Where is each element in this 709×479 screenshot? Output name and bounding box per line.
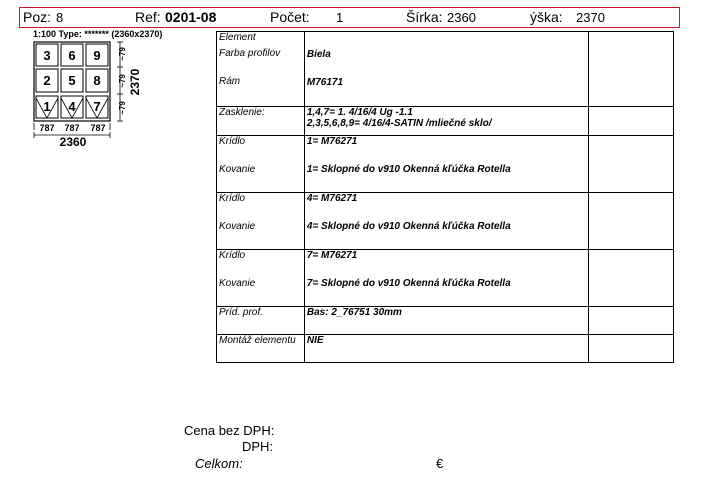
montaz-value: NIE [304,335,589,363]
window-drawing [30,38,145,150]
bottom-dim: 787 [90,123,106,133]
sash-labels [217,136,305,193]
cell-number: 6 [68,48,76,63]
kridlo-value: 1= M76271 [306,136,358,147]
element-label: Element [219,32,256,43]
cell-number: 9 [93,48,101,63]
side-dim: ~79 [118,74,127,88]
empty-cell [589,307,674,335]
sash-values [304,193,589,250]
kovanie-label: Kovanie [219,164,256,175]
cell-number: 5 [68,73,76,88]
kovanie-value: 7= Sklopné do v910 Okenná kľúčka Rotella [306,278,511,289]
kovanie-label: Kovanie [219,221,256,232]
ref-label: Ref: [135,9,161,25]
cell-number: 3 [43,48,51,63]
ref-value: 0201-08 [165,9,217,25]
sash-labels [217,250,305,307]
farba-value: Biela [306,49,331,60]
table-row [217,136,674,193]
sirka-label: Šírka: [406,9,443,25]
bottom-dim: 787 [64,123,80,133]
zasklenie-values [304,107,589,136]
kridlo-label: Krídlo [219,136,246,147]
zasklenie-line2: 2,3,5,6,8,9= 4/16/4-SATIN /mliečné sklo/ [306,118,492,129]
cell-number: 7 [93,99,101,114]
kovanie-value: 1= Sklopné do v910 Okenná kľúčka Rotella [306,164,511,175]
table-row [217,32,674,107]
kridlo-value: 7= M76271 [306,250,358,261]
vyska-value: 2370 [576,10,605,25]
table-row [217,193,674,250]
montaz-label: Montáž elementu [217,335,305,363]
empty-cell [589,250,674,307]
table-row [217,250,674,307]
currency-symbol: € [436,456,444,471]
empty-cell [589,107,674,136]
sash-labels [217,193,305,250]
empty-cell [589,32,674,107]
element-values [304,32,589,107]
kovanie-label: Kovanie [219,278,256,289]
empty-cell [589,335,674,363]
spec-table [216,31,674,363]
cena-label: Cena bez DPH: [184,423,275,438]
sash-values [304,250,589,307]
sirka-value: 2360 [447,10,476,25]
poz-label: Poz: [23,9,52,25]
prid-value: Bas: 2_76751 30mm [304,307,589,335]
kridlo-label: Krídlo [219,250,246,261]
kridlo-label: Krídlo [219,193,246,204]
zasklenie-label: Zasklenie: [217,107,305,136]
side-dim: ~79 [118,101,127,115]
total-width: 2360 [59,135,87,149]
pocet-value: 1 [336,10,344,25]
empty-cell [589,193,674,250]
table-row [217,307,674,335]
ram-label: Rám [219,76,241,87]
pocet-label: Počet: [270,9,310,25]
drawing-type-line: 1:100 Type: ******* (2360x2370) [33,29,163,39]
empty-cell [589,136,674,193]
table-row [217,335,674,363]
side-dim: ~79 [118,47,127,61]
celkom-label: Celkom: [195,456,243,471]
poz-value: 8 [56,10,64,25]
zasklenie-line1: 1,4,7= 1. 4/16/4 Ug -1.1 [306,107,413,118]
cell-number: 4 [68,99,76,114]
kovanie-value: 4= Sklopné do v910 Okenná kľúčka Rotella [306,221,511,232]
total-height: 2370 [128,68,142,96]
kridlo-value: 4= M76271 [306,193,358,204]
prid-label: Príd. prof. [217,307,305,335]
cell-number: 1 [43,99,51,114]
header-bar [19,7,680,28]
farba-label: Farba profilov [219,48,281,59]
ram-value: M76171 [306,77,344,88]
vyska-label: ýška: [530,9,563,25]
sash-values [304,136,589,193]
element-cell [217,32,305,107]
cell-number: 8 [93,73,101,88]
cell-number: 2 [43,73,51,88]
table-row [217,107,674,136]
bottom-dim: 787 [39,123,55,133]
dph-label: DPH: [242,439,274,454]
